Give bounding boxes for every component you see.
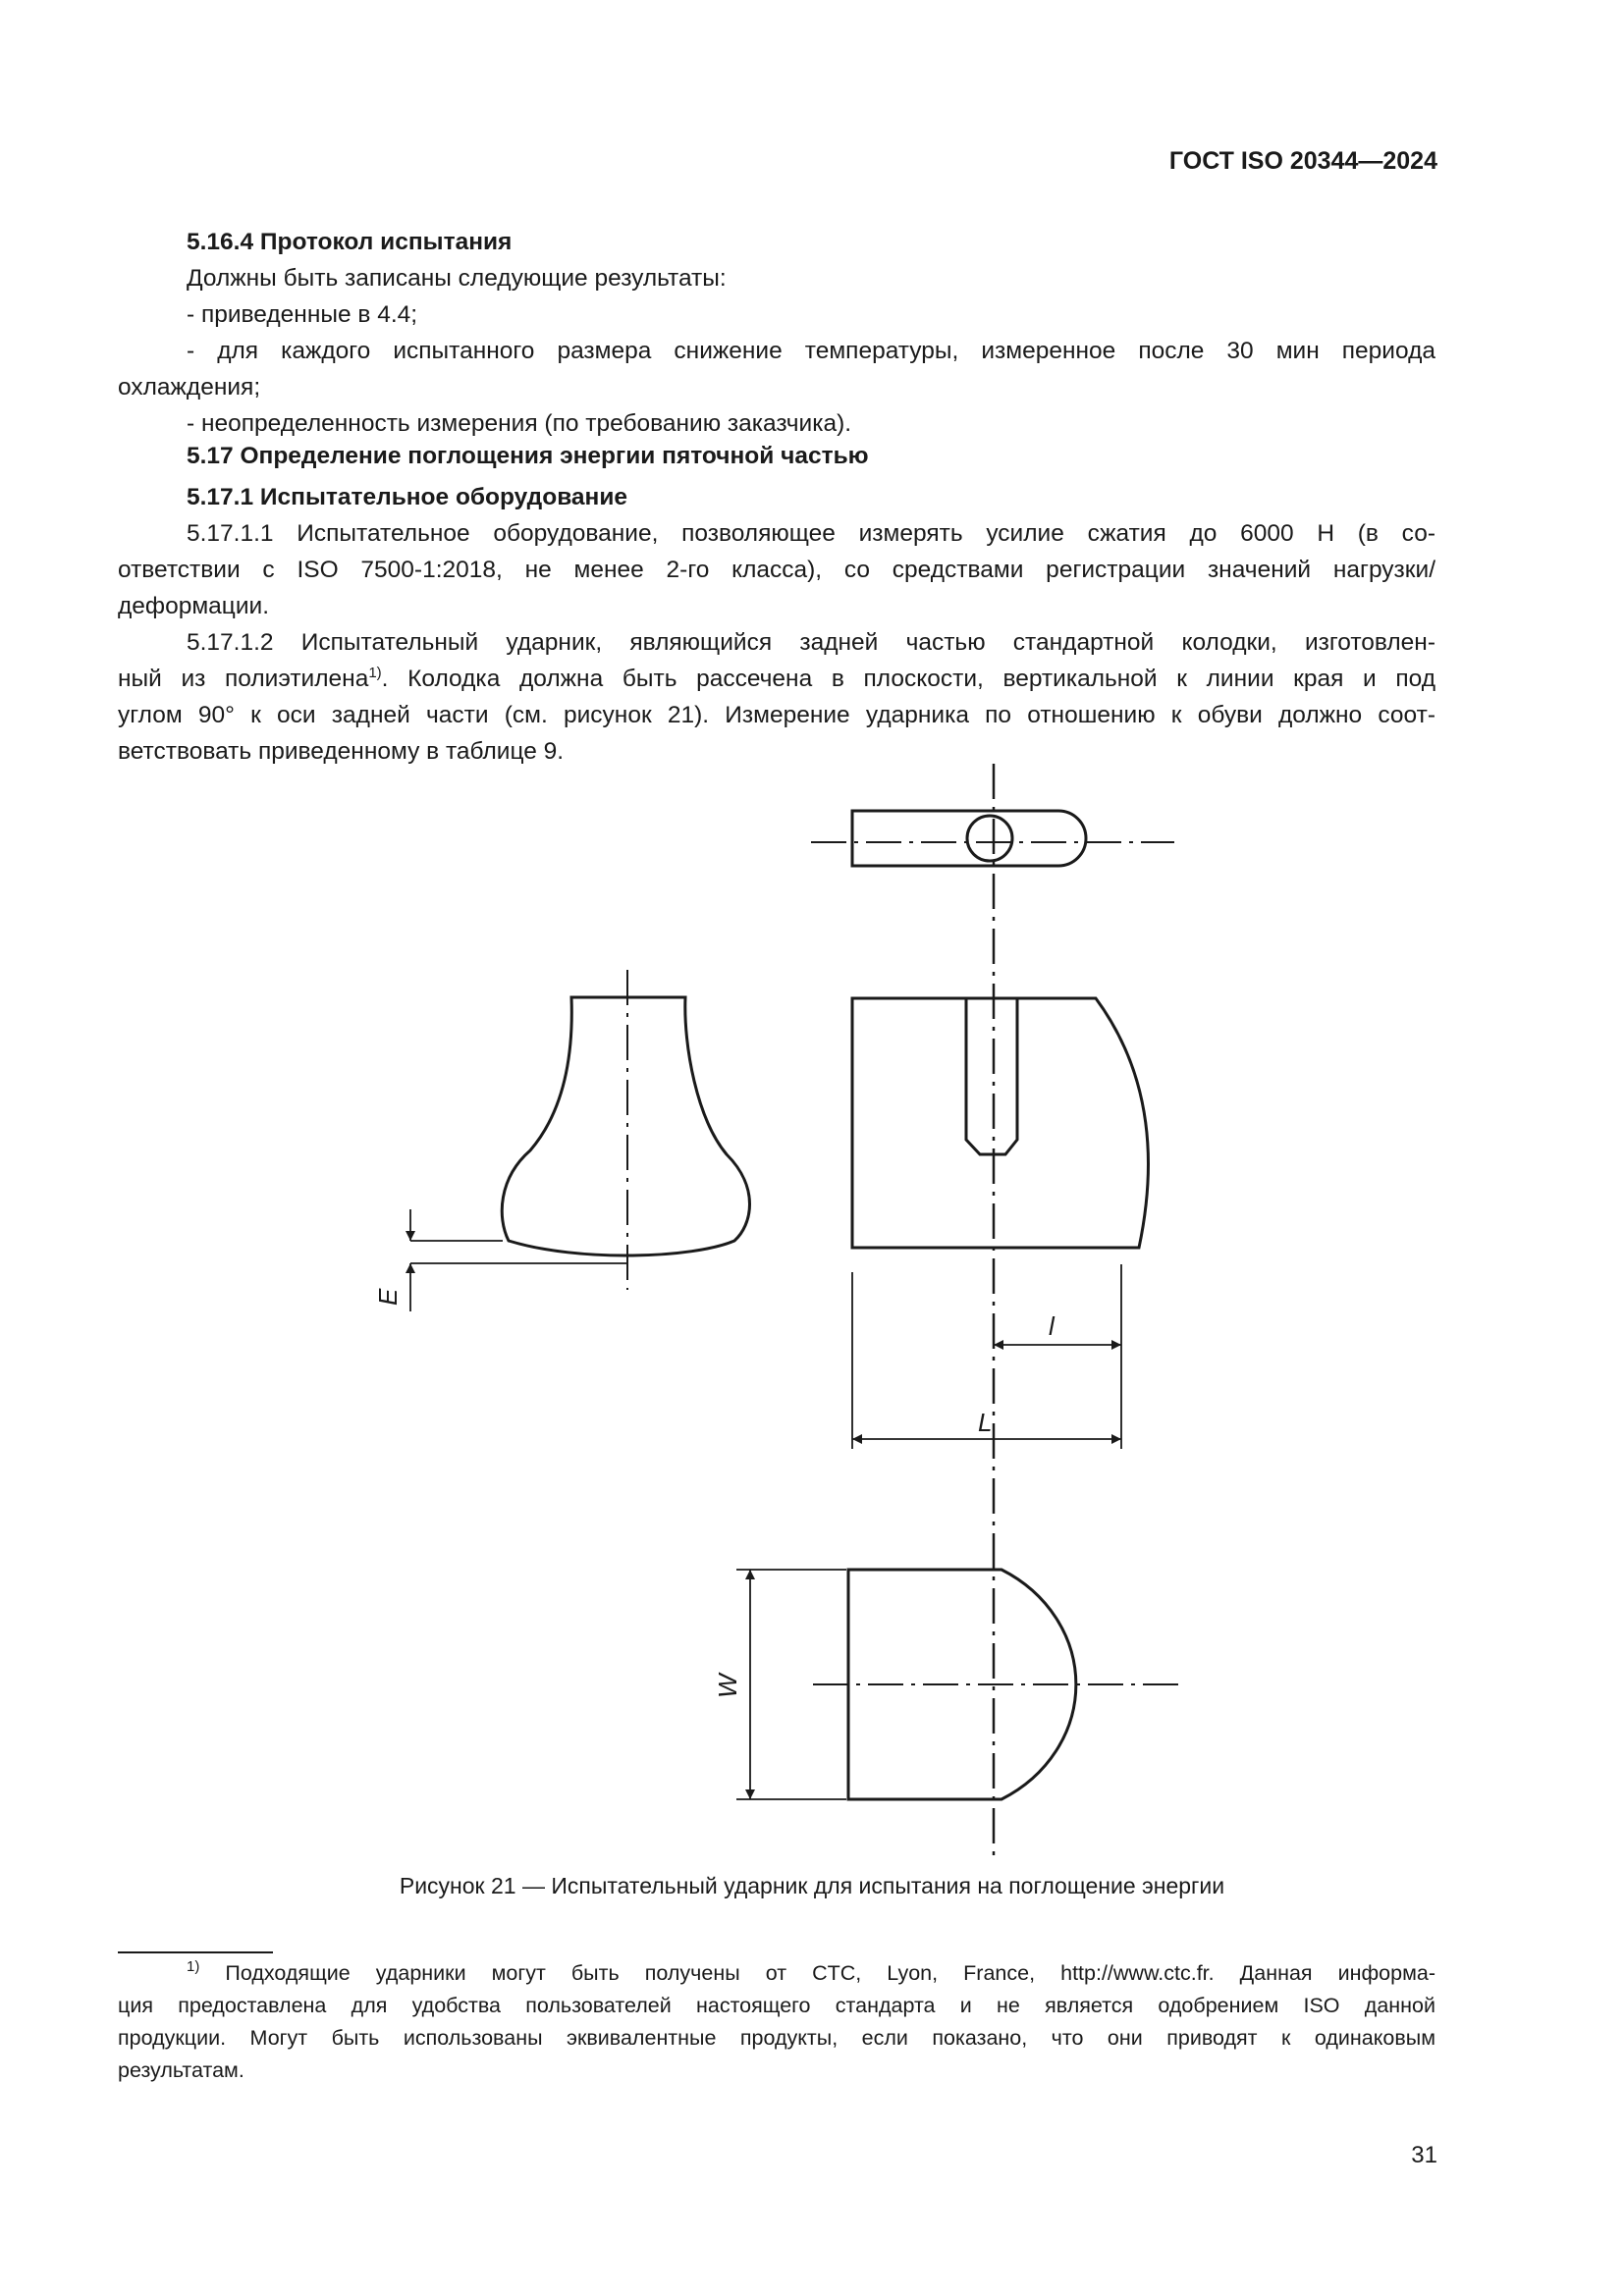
top-view-hole [967, 816, 1012, 861]
paragraph-line: Должны быть записаны следующие результаты: [187, 265, 727, 292]
section-heading: 5.17 Определение поглощения энергии пяточной частью [187, 443, 869, 469]
footnote [118, 1957, 1435, 2087]
page-number: 31 [1411, 2142, 1437, 2168]
list-item-continuation: охлаждения; [118, 374, 261, 400]
front-view-slot [966, 998, 1017, 1154]
footnote-reference[interactable]: 1) [368, 665, 382, 681]
footnote-marker: 1) [187, 1958, 200, 1975]
paragraph-line: углом 90° к оси задней части (см. рисунок 21). Измерение ударника по отношению к обуви должно соот- [118, 702, 1435, 728]
footnote-line: ция предоставлена для удобства пользователей настоящего стандарта и не является одобрением ISO данной [118, 1994, 1435, 2017]
front-view-block [852, 998, 1148, 1248]
list-item: - для каждого испытанного размера снижение температуры, измеренное после 30 мин периода [187, 338, 1435, 364]
top-view-plate [852, 811, 1086, 866]
footnote-line: продукции. Могут быть использованы эквивалентные продукты, если показано, что они приводят к одинаковым [118, 2026, 1435, 2050]
footnote-line: результатам. [118, 2058, 244, 2082]
dimension-label-L: L [978, 1408, 993, 1437]
figure-caption: Рисунок 21 — Испытательный ударник для испытания на поглощение энергии [399, 1873, 1225, 1898]
side-view-heel [502, 997, 749, 1255]
footnote-line [118, 1957, 1435, 1990]
list-item: - неопределенность измерения (по требованию заказчика). [187, 410, 852, 437]
document-header: ГОСТ ISO 20344—2024 [1168, 147, 1437, 175]
paragraph-line: 5.17.1.2 Испытательный ударник, являющийся задней частью стандартной колодки, изготовлен- [187, 629, 1435, 656]
list-item: - приведенные в 4.4; [187, 301, 418, 328]
paragraph-line: деформации. [118, 593, 270, 619]
dimension-label-E: E [373, 1288, 403, 1306]
section-heading: 5.16.4 Протокол испытания [187, 229, 513, 255]
paragraph-line: ответствии с ISO 7500-1:2018, не менее 2-го класса), со средствами регистрации значений нагрузки/ [118, 557, 1435, 583]
paragraph-text: . Колодка должна быть рассечена в плоскости, вертикальной к линии края и под [381, 666, 1435, 692]
dimension-label-l: l [1049, 1311, 1055, 1341]
footnote-text: Подходящие ударники могут быть получены от CTC, Lyon, France, http://www.ctc.fr. Данная информа- [225, 1961, 1435, 1985]
paragraph-text: ный из полиэтилена [118, 666, 369, 692]
paragraph-line: 5.17.1.1 Испытательное оборудование, позволяющее измерять усилие сжатия до 6000 Н (в со- [187, 520, 1435, 547]
footnote-divider [118, 1951, 273, 1953]
dimension-label-W: W [713, 1674, 742, 1698]
paragraph-line: ветствовать приведенному в таблице 9. [118, 738, 565, 765]
section-heading: 5.17.1 Испытательное оборудование [187, 484, 628, 510]
